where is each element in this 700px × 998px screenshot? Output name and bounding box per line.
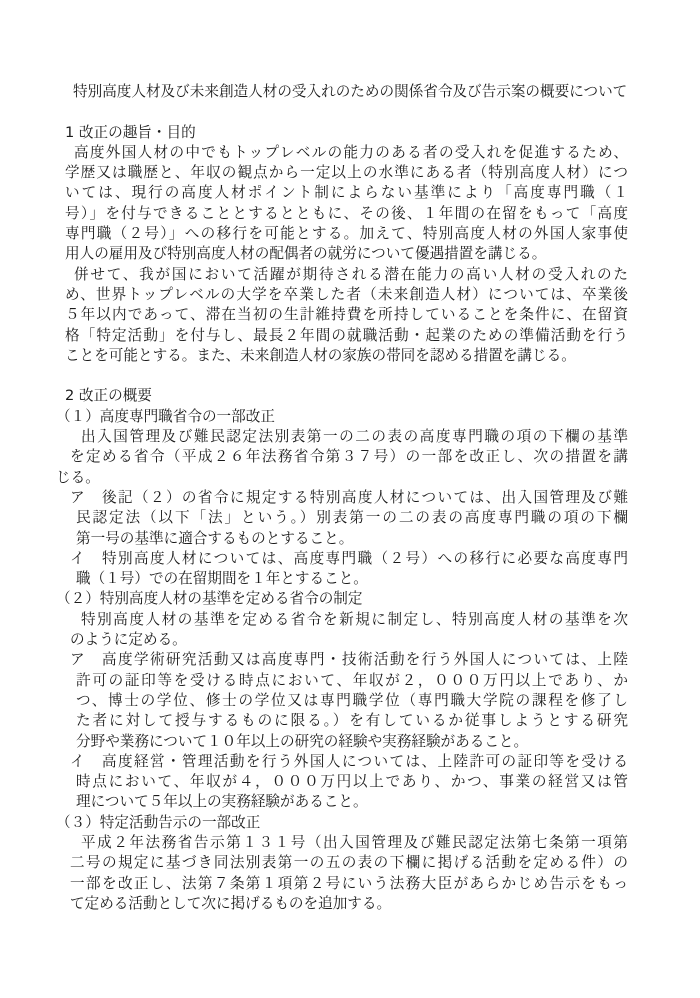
text-line: 一部を改正し、法第７条第１項第２号にいう法務大臣があらかじめ告示をもっ — [70, 874, 628, 892]
text-line: 職（１号）での在留期間を１年とすること。 — [76, 570, 368, 588]
text-line: 学歴又は職歴と、年収の観点から一定以上の水準にある者（特別高度人材）につ — [65, 164, 628, 182]
text-line: 用人の雇用及び特別高度人材の配偶者の就労について優遇措置を講じる。 — [65, 245, 547, 263]
text-line: ア 後記（２）の省令に規定する特別高度人材については、出入国管理及び難 — [70, 488, 628, 506]
text-line: 高度外国人材の中でもトップレベルの能力のある者の受入れを促進するため、 — [74, 143, 628, 161]
text-line: のように定める。 — [70, 631, 187, 649]
text-line: 分野や業務について１０年以上の研究の経験や実務経験があること。 — [76, 732, 529, 750]
text-line: （２）特別高度人材の基準を定める省令の制定 — [56, 590, 363, 608]
text-line: 理について５年以上の実務経験があること。 — [76, 793, 368, 811]
text-line: イ 特別高度人材については、高度専門職（２号）への移行に必要な高度専門 — [70, 549, 628, 567]
text-line: 出入国管理及び難民認定法別表第一の二の表の高度専門職の項の下欄の基準 — [81, 428, 628, 446]
text-line: た者に対して授与するものに限る。）を有しているか従事しようとする研究 — [76, 712, 628, 730]
text-line: いては、現行の高度人材ポイント制によらない基準により「高度専門職（１ — [65, 184, 628, 202]
blank-line — [65, 366, 628, 386]
text-line: ５年以内であって、滞在当初の生計維持費を所持していることを条件に、在留資 — [65, 306, 628, 324]
text-line: （１）高度専門職省令の一部改正 — [56, 407, 275, 425]
text-line: 第一号の基準に適合するものとすること。 — [76, 529, 354, 547]
document-content — [0, 82, 700, 914]
text-line: ことを可能とする。また、未来創造人材の家族の帯同を認める措置を講じる。 — [65, 346, 576, 364]
text-line: 併せて、我が国において活躍が期待される潜在能力の高い人材の受入れのた — [74, 265, 628, 283]
text-line: 特別高度人材の基準を定める省令を新規に制定し、特別高度人材の基準を次 — [81, 610, 628, 628]
text-line: を定める省令（平成２６年法務省令第３７号）の一部を改正し、次の措置を講 — [70, 448, 628, 466]
text-line: 民認定法（以下「法」という。）別表第一の二の表の高度専門職の項の下欄 — [76, 509, 628, 527]
text-line: ア 高度学術研究活動又は高度専門・技術活動を行う外国人については、上陸 — [70, 651, 628, 669]
blank-line — [65, 102, 628, 122]
document-title: 特別高度人材及び未来創造人材の受入れのための関係省令及び告示案の概要について — [73, 83, 628, 100]
text-line: 格「特定活動」を付与し、最長２年間の就職活動・起業のための準備活動を行う — [65, 326, 628, 344]
text-line: じる。 — [56, 468, 100, 486]
text-line: イ 高度経営・管理活動を行う外国人については、上陸許可の証印等を受ける — [70, 752, 628, 770]
text-line: 許可の証印等を受ける時点において、年収が２，０００万円以上であり、か — [76, 671, 628, 689]
text-line: 号）」を付与できることとするとともに、その後、１年間の在留をもって「高度 — [65, 204, 628, 222]
text-line: 2 改正の概要 — [65, 387, 152, 405]
text-line: 時点において、年収が４，０００万円以上であり、かつ、事業の経営又は管 — [76, 773, 628, 791]
text-line: 平成２年法務省告示第１３１号（出入国管理及び難民認定法第七条第一項第 — [81, 833, 628, 851]
text-line: つ、博士の学位、修士の学位又は専門職学位（専門職大学院の課程を修了し — [76, 691, 628, 709]
text-line: 二号の規定に基づき同法別表第一の五の表の下欄に掲げる活動を定める件）の — [70, 854, 628, 872]
text-line: （３）特定活動告示の一部改正 — [56, 813, 261, 831]
text-line: め、世界トップレベルの大学を卒業した者（未来創造人材）については、卒業後 — [65, 285, 628, 303]
text-line: 専門職（２号）」への移行を可能とする。加えて、特別高度人材の外国人家事使 — [65, 225, 628, 243]
text-line: て定める活動として次に掲げるものを追加する。 — [70, 894, 392, 912]
text-line: 1 改正の趣旨・目的 — [65, 123, 196, 141]
